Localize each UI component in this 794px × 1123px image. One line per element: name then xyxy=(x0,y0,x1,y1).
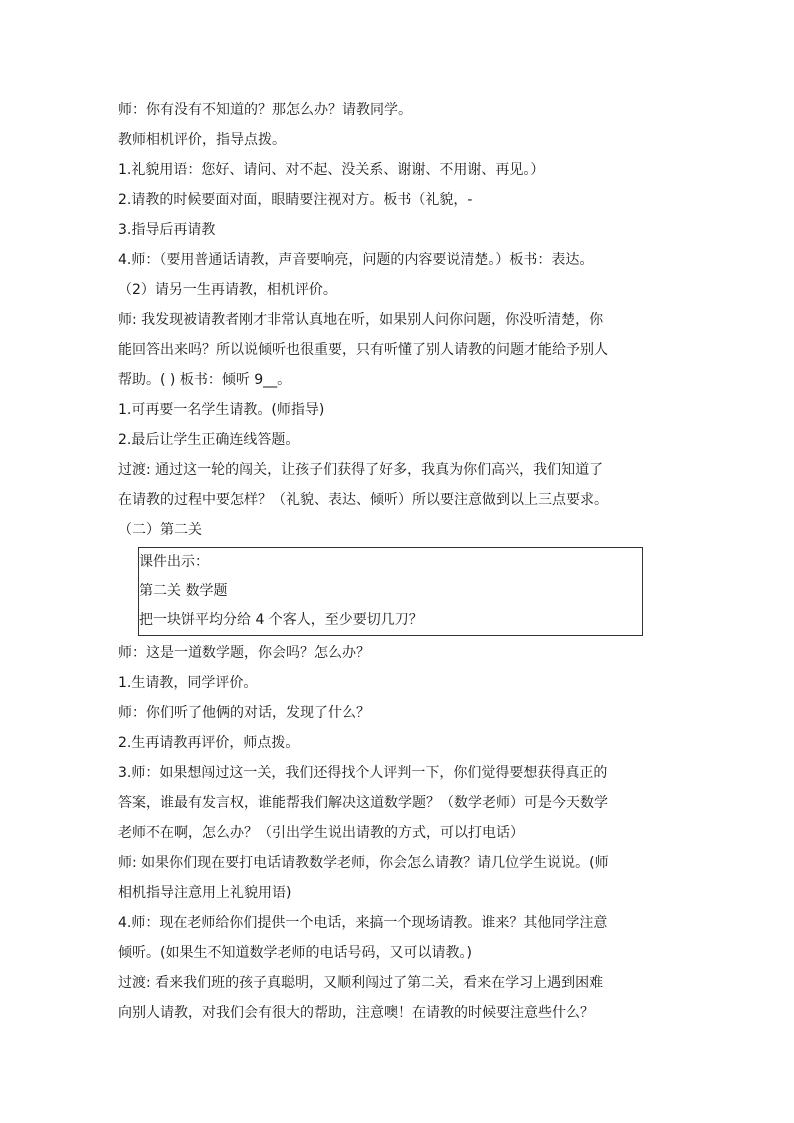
text-line: 2.最后让学生正确连线答题。 xyxy=(118,432,300,448)
text-line: 2.生再请教再评价，师点拨。 xyxy=(118,735,300,751)
text-line: 向别人请教，对我们会有很大的帮助，注意噢！在请教的时候要注意些什么？ xyxy=(118,1005,594,1021)
text-line: 过渡: 看来我们班的孩子真聪明，又顺利闯过了第二关，看来在学习上遇到困难 xyxy=(118,975,604,991)
box-line: 第二关 数学题 xyxy=(139,583,228,599)
section-heading: （二）第二关 xyxy=(118,522,202,538)
text-line: 1.礼貌用语：您好、请问、对不起、没关系、谢谢、不用谢、再见。） xyxy=(118,162,545,178)
text-line: 3.师：如果想闯过这一关，我们还得找个人评判一下，你们觉得要想获得真正的 xyxy=(118,765,608,781)
box-line: 课件出示： xyxy=(139,554,209,570)
text-line: 倾听。(如果生不知道数学老师的电话号码，又可以请教。) xyxy=(118,945,472,961)
courseware-box xyxy=(138,547,643,636)
text-line: 1.可再要一名学生请教。(师指导) xyxy=(118,402,325,418)
text-line: 师: 如果你们现在要打电话请教数学老师，你会怎么请教？请几位学生说说。(师 xyxy=(118,855,609,871)
text-line: 老师不在啊，怎么办？（引出学生说出请教的方式，可以打电话） xyxy=(118,825,524,841)
text-line: 师: 我发现被请教者刚才非常认真地在听，如果别人问你问题，你没听清楚，你 xyxy=(118,312,604,328)
text-line: 相机指导注意用上礼貌用语) xyxy=(118,885,292,901)
text-line: （2）请另一生再请教，相机评价。 xyxy=(118,282,337,298)
paragraph-block-top xyxy=(118,95,678,545)
text-line: 师：你有没有不知道的？那怎么办？请教同学。 xyxy=(118,102,412,118)
text-line: 师：这是一道数学题，你会吗？怎么办？ xyxy=(118,645,370,661)
text-line: 2.请教的时候要面对面，眼睛要注视对方。板书（礼貌，- xyxy=(118,192,473,208)
box-line: 把一块饼平均分给 4 个客人，至少要切几刀？ xyxy=(139,612,423,628)
text-line: 3.指导后再请教 xyxy=(118,222,216,238)
text-line: 过渡: 通过这一轮的闯关，让孩子们获得了好多，我真为你们高兴，我们知道了 xyxy=(118,462,604,478)
text-line: 在请教的过程中要怎样？（礼貌、表达、倾听）所以要注意做到以上三点要求。 xyxy=(118,492,608,508)
text-line: 教师相机评价，指导点拨。 xyxy=(118,132,286,148)
text-line: 帮助。( ) 板书：倾听 9__。 xyxy=(118,372,292,388)
text-line: 答案，谁最有发言权，谁能帮我们解决这道数学题？（数学老师）可是今天数学 xyxy=(118,795,608,811)
document-page xyxy=(118,95,678,1028)
text-line: 1.生请教，同学评价。 xyxy=(118,675,258,691)
paragraph-block-bottom xyxy=(118,638,678,1028)
text-line: 4.师：现在老师给你们提供一个电话，来搞一个现场请教。谁来？其他同学注意 xyxy=(118,915,608,931)
text-line: 师：你们听了他俩的对话，发现了什么？ xyxy=(118,705,370,721)
text-line: 能回答出来吗？所以说倾听也很重要，只有听懂了别人请教的问题才能给予别人 xyxy=(118,342,608,358)
text-line: 4.师：（要用普通话请教，声音要响亮，问题的内容要说清楚。）板书：表达。 xyxy=(118,252,594,268)
